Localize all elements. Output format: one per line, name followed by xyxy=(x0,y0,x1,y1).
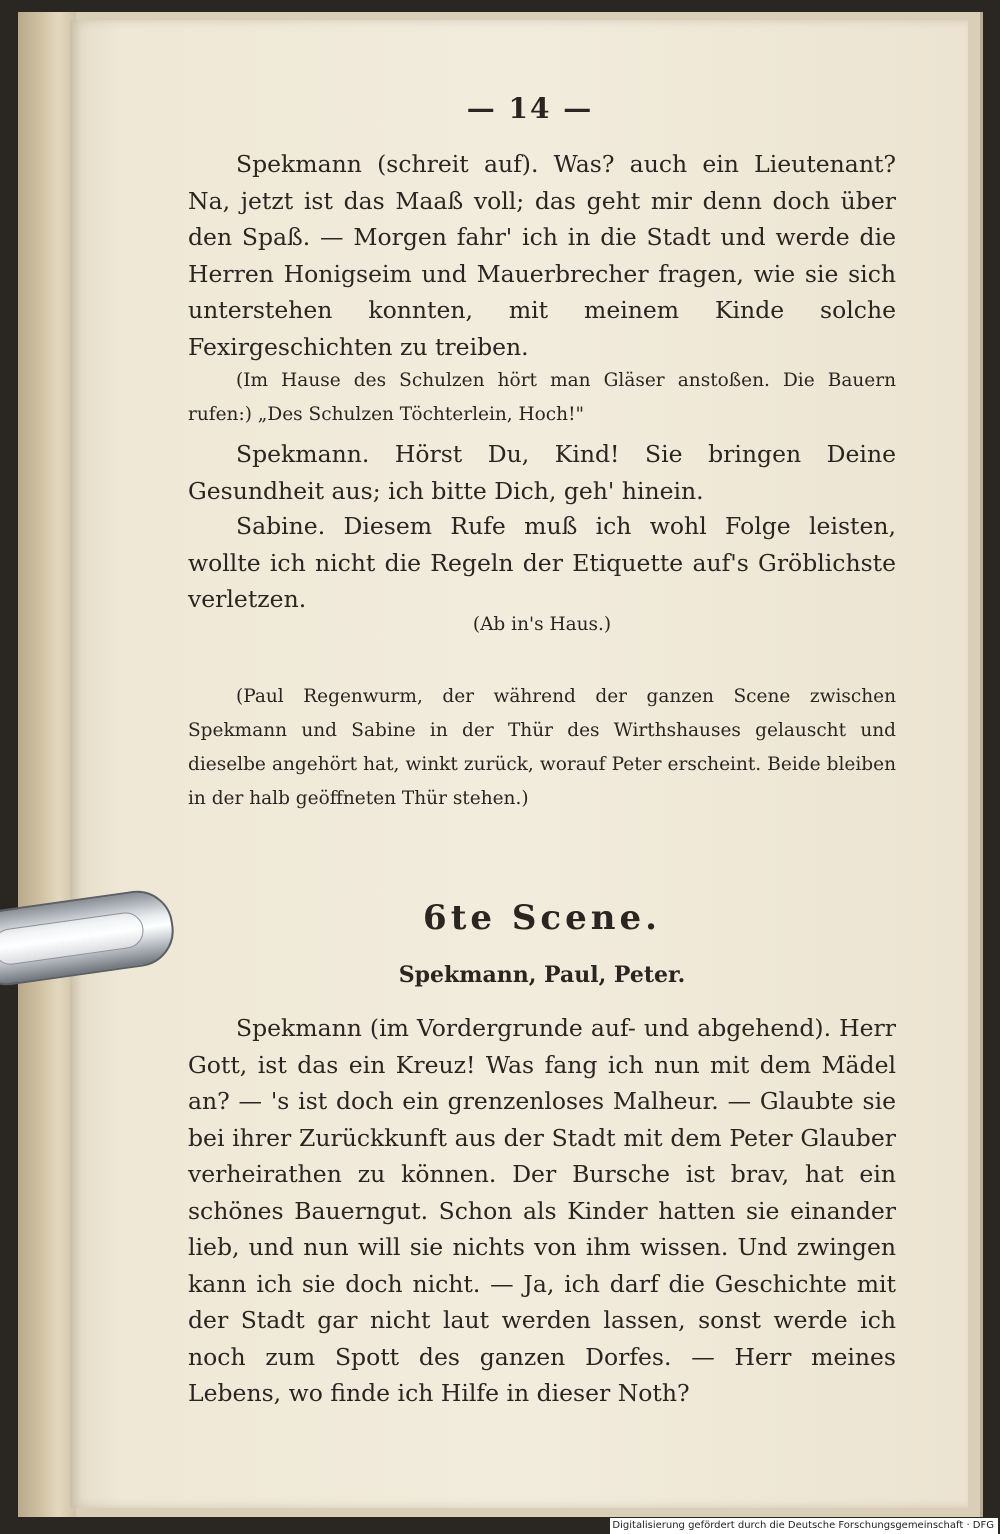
scene-cast: Spekmann, Paul, Peter. xyxy=(398,962,686,988)
page-number: — 14 — xyxy=(466,92,594,125)
stage-direction-exit: (Ab in's Haus.) xyxy=(472,614,612,635)
book-spine xyxy=(18,12,76,1517)
paragraph-spekmann-2: Spekmann. Hörst Du, Kind! Sie bringen Deine Gesundheit aus; ich bitte Dich, geh' hinein. xyxy=(188,440,896,505)
stage-direction-bauern: (Im Hause des Schulzen hört man Gläser anstoßen. Die Bauern rufen:) „Des Schulzen Töchterlein, Hoch!" xyxy=(188,370,896,425)
scene-title: 6te Scene. xyxy=(423,898,661,938)
paragraph-spekmann-1: Spekmann (schreit auf). Was? auch ein Lieutenant? Na, jetzt ist das Maaß voll; das geht mir denn doch über den Spaß. — Morgen fahr' ich in die Stadt und werde die Herren Honigseim und Mauerbrecher fragen, wie sie sich unterstehen konnten, mit meinem Kinde solche Fexirgeschichten zu treiben. xyxy=(188,150,896,361)
paragraph-sabine: Sabine. Diesem Rufe muß ich wohl Folge leisten, wollte ich nicht die Regeln der Etiquette auf's Gröblichste verletzen. xyxy=(188,512,896,613)
paragraph-spekmann-3: Spekmann (im Vordergrunde auf- und abgehend). Herr Gott, ist das ein Kreuz! Was fang ich nun mit dem Mädel an? — 's ist doch ein grenzenloses Malheur. — Glaubte sie bei ihrer Zurückkunft aus der Stadt mit dem Peter Glauber verheirathen zu können. Der Bursche ist brav, hat ein schönes Bauerngut. Schon als Kinder hatten sie einander lieb, und nun will sie nichts von ihm wissen. Und zwingen kann ich sie doch nicht. — Ja, ich darf die Geschichte mit der Stadt gar nicht laut werden lassen, sonst werde ich noch zum Spott des ganzen Dorfes. — Herr meines Lebens, wo finde ich Hilfe in dieser Noth? xyxy=(188,1014,896,1407)
digitization-credit: Digitalisierung gefördert durch die Deutsche Forschungsgemeinschaft · DFG xyxy=(610,1518,998,1534)
stage-direction-paul: (Paul Regenwurm, der während der ganzen Scene zwischen Spekmann und Sabine in der Thür des Wirthshauses gelauscht und dieselbe angehört hat, winkt zurück, worauf Peter erscheint. Beide bleiben in der halb geöffneten Thür stehen.) xyxy=(188,686,896,809)
page-clip-highlight xyxy=(0,910,146,967)
